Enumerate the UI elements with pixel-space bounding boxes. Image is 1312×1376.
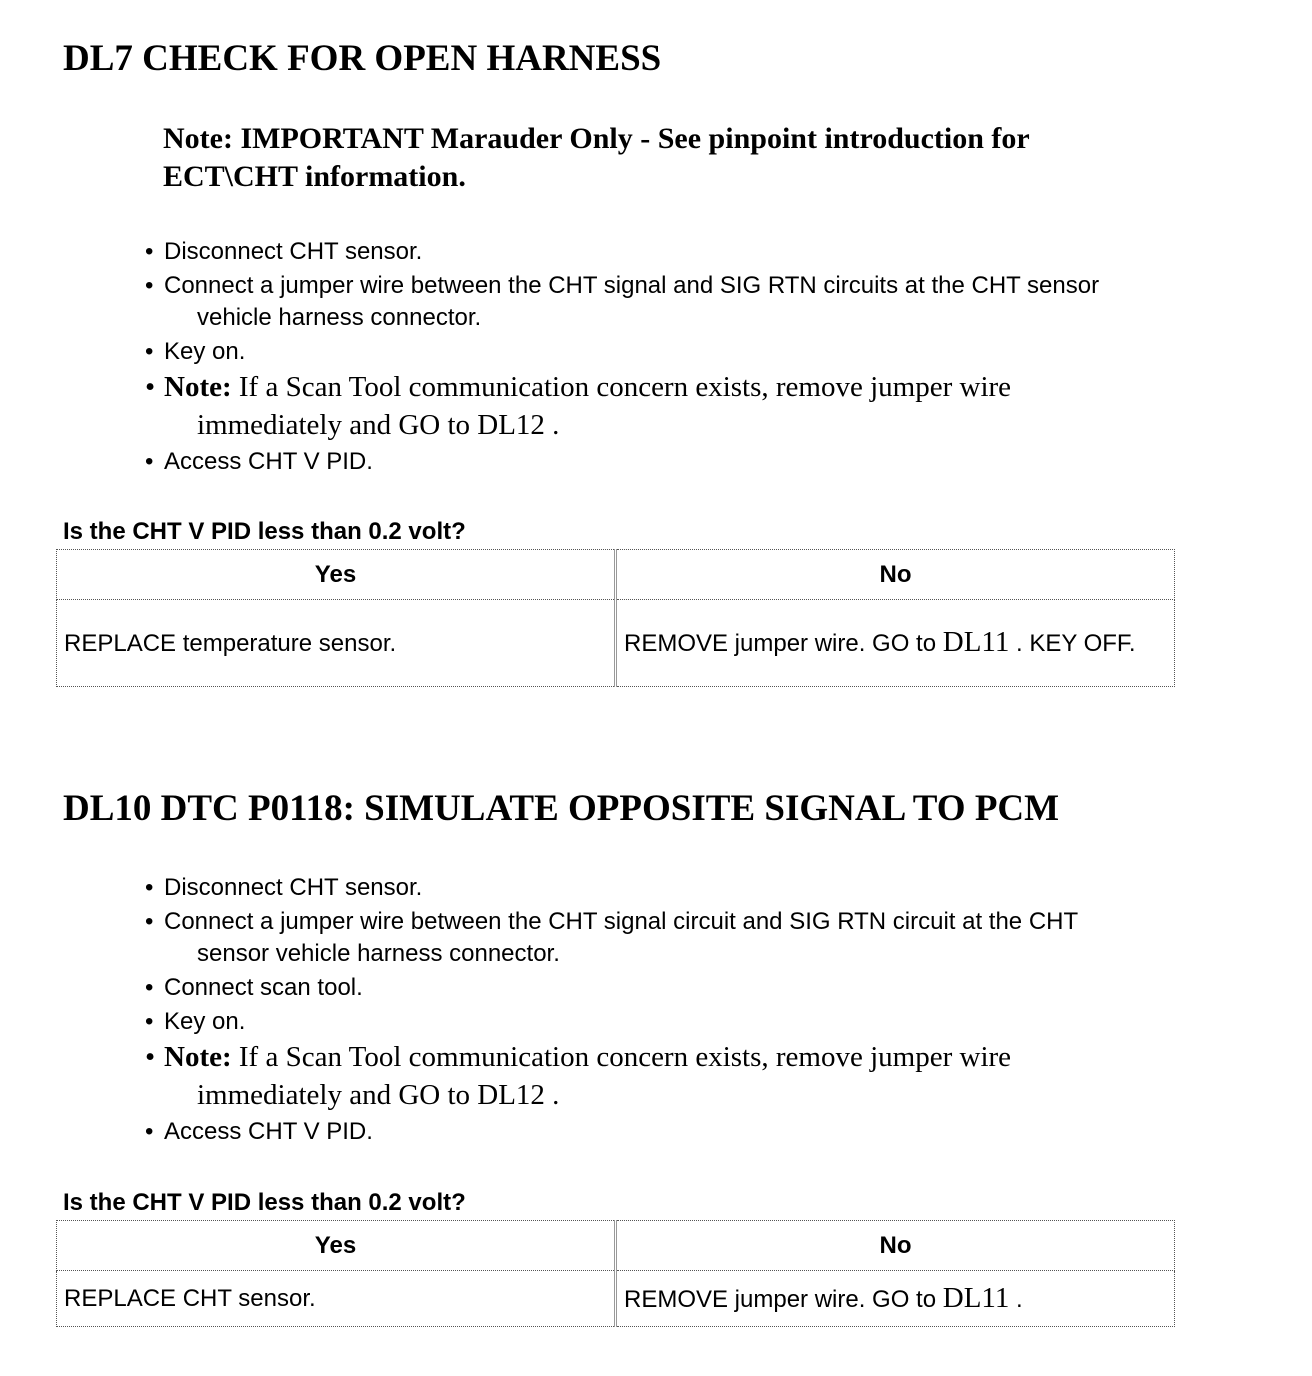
bullet-icon: • — [145, 238, 154, 265]
note-label: Note: — [164, 371, 232, 403]
bullet-icon: • — [145, 1118, 154, 1145]
no-header: No — [616, 1221, 1175, 1271]
list-item: • Key on. — [143, 336, 1099, 368]
bullet-icon: • — [145, 1041, 156, 1073]
note-line: ECT\CHT information. — [163, 160, 466, 193]
yes-header: Yes — [57, 550, 616, 600]
note-line: Note: IMPORTANT Marauder Only - See pinpoint introduction for — [163, 122, 1030, 155]
no-cell: REMOVE jumper wire. GO to DL11 . KEY OFF. — [616, 600, 1175, 687]
list-item: • Disconnect CHT sensor. — [143, 872, 1078, 904]
bullet-icon: • — [145, 272, 154, 299]
dl11-link[interactable]: DL11 — [942, 1281, 1010, 1314]
bullet-icon: • — [145, 371, 156, 403]
step-list — [143, 872, 1078, 1148]
bullet-icon: • — [145, 908, 154, 935]
note-label: Note: — [164, 1041, 232, 1073]
list-item: • Disconnect CHT sensor. — [143, 236, 1099, 268]
list-item: • Access CHT V PID. — [143, 446, 1099, 478]
list-item: • Note: If a Scan Tool communication concern exists, remove jumper wire immediately and GO to DL12 . — [143, 1038, 1078, 1114]
list-item: • Connect scan tool. — [143, 972, 1078, 1004]
yes-cell: REPLACE temperature sensor. — [57, 600, 616, 687]
step-list — [143, 236, 1099, 478]
list-item: • Key on. — [143, 1006, 1078, 1038]
list-item: • Connect a jumper wire between the CHT signal and SIG RTN circuits at the CHT sensor vehicle harness connector. — [145, 272, 1100, 331]
question: Is the CHT V PID less than 0.2 volt? — [63, 518, 466, 545]
bullet-icon: • — [145, 448, 154, 475]
section-title: DL10 DTC P0118: SIMULATE OPPOSITE SIGNAL TO PCM — [63, 788, 1060, 829]
yes-no-table — [56, 1220, 1175, 1327]
no-cell: REMOVE jumper wire. GO to DL11 . — [616, 1271, 1175, 1327]
section-title: DL7 CHECK FOR OPEN HARNESS — [63, 38, 662, 79]
yes-no-table — [56, 549, 1175, 687]
bullet-icon: • — [145, 338, 154, 365]
bullet-icon: • — [145, 974, 154, 1001]
bullet-icon: • — [145, 874, 154, 901]
dl11-link[interactable]: DL11 — [942, 626, 1010, 658]
yes-header: Yes — [57, 1221, 616, 1271]
yes-cell: REPLACE CHT sensor. — [57, 1271, 616, 1327]
no-header: No — [616, 550, 1175, 600]
bullet-icon: • — [145, 1008, 154, 1035]
important-note — [163, 120, 1163, 196]
list-item: • Access CHT V PID. — [143, 1116, 1078, 1148]
question: Is the CHT V PID less than 0.2 volt? — [63, 1189, 466, 1216]
list-item: • Connect a jumper wire between the CHT signal circuit and SIG RTN circuit at the CHT sensor vehicle harness connector. — [145, 908, 1079, 967]
list-item: • Note: If a Scan Tool communication concern exists, remove jumper wire immediately and GO to DL12 . — [143, 368, 1099, 444]
